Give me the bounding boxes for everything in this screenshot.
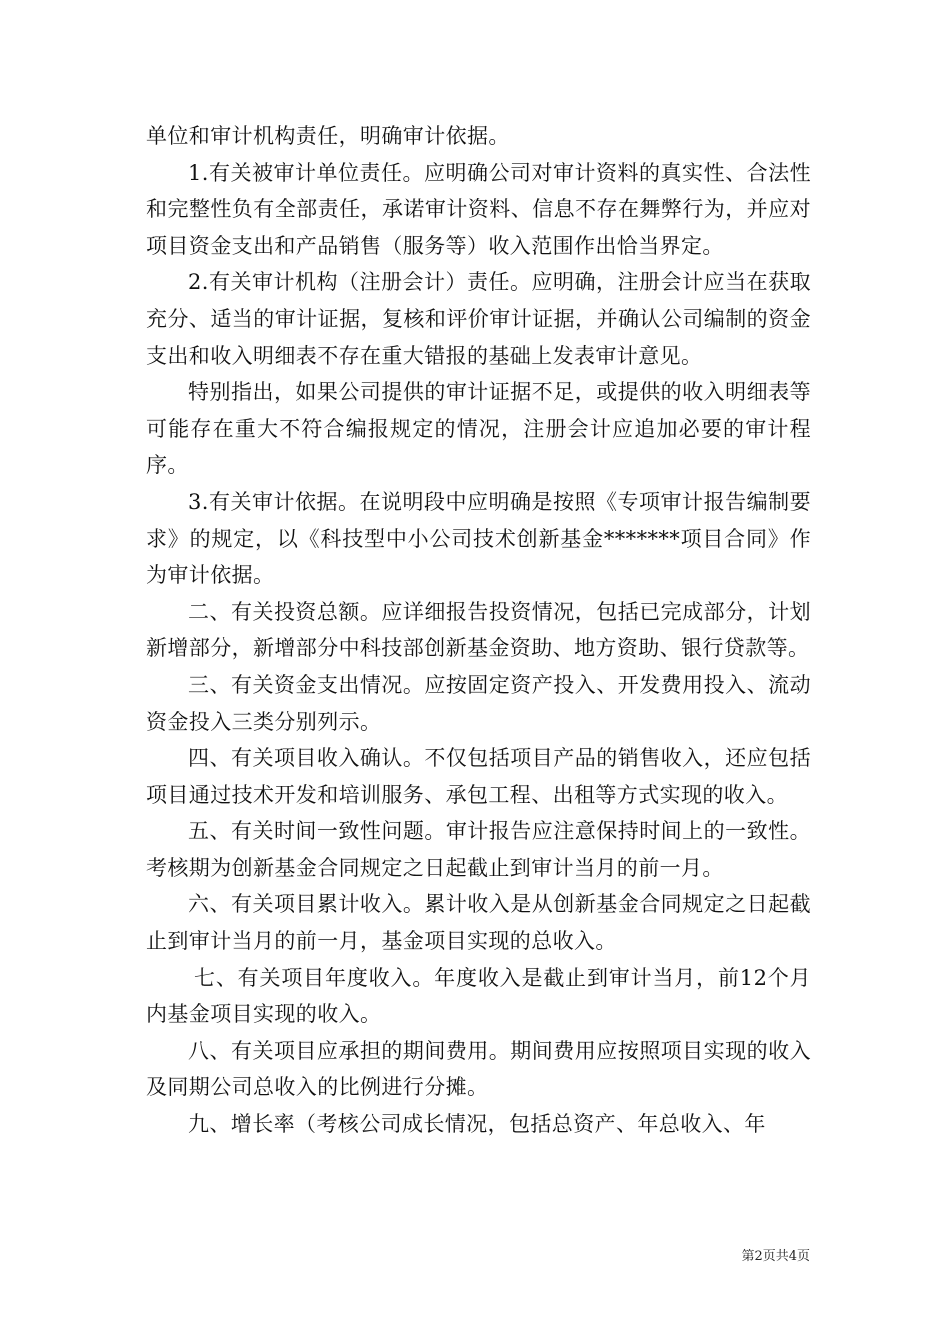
paragraph-9: 五、有关时间一致性问题。审计报告应注意保持时间上的一致性。考核期为创新基金合同规定之日起截止到审计当月的前一月。 — [146, 819, 811, 880]
paragraph-10: 六、有关项目累计收入。累计收入是从创新基金合同规定之日起截止到审计当月的前一月，基金项目实现的总收入。 — [146, 892, 811, 954]
paragraph-2: 1.有关被审计单位责任。应明确公司对审计资料的真实性、合法性和完整性负有全部责任，承诺审计资料、信息不存在舞弊行为，并应对项目资金支出和产品销售（服务等）收入范围作出恰当界定。 — [146, 160, 811, 258]
paragraph-8: 四、有关项目收入确认。不仅包括项目产品的销售收入，还应包括项目通过技术开发和培训服务、承包工程、出租等方式实现的收入。 — [146, 746, 811, 807]
paragraph-1: 单位和审计机构责任，明确审计依据。 — [146, 124, 510, 148]
paragraph-13: 九、增长率（考核公司成长情况，包括总资产、年总收入、年 — [188, 1112, 766, 1137]
paragraph-11: 七、有关项目年度收入。年度收入是截止到审计当月，前12个月内基金项目实现的收入。 — [146, 965, 811, 1027]
paragraph-5: 3.有关审计依据。在说明段中应明确是按照《专项审计报告编制要求》的规定，以《科技型中小公司技术创新基金*******项目合同》作为审计依据。 — [146, 489, 811, 588]
document-body — [146, 118, 811, 1143]
paragraph-7: 三、有关资金支出情况。应按固定资产投入、开发费用投入、流动资金投入三类分别列示。 — [146, 672, 811, 734]
paragraph-3: 2.有关审计机构（注册会计）责任。应明确，注册会计应当在获取充分、适当的审计证据，复核和评价审计证据，并确认公司编制的资金支出和收入明细表不存在重大错报的基础上发表审计意见。 — [146, 270, 811, 368]
paragraph-6: 二、有关投资总额。应详细报告投资情况，包括已完成部分，计划新增部分，新增部分中科技部创新基金资助、地方资助、银行贷款等。 — [146, 599, 811, 661]
page-number-footer: 第2页共4页 — [741, 1249, 810, 1264]
paragraph-4: 特别指出，如果公司提供的审计证据不足，或提供的收入明细表等可能存在重大不符合编报规定的情况，注册会计应追加必要的审计程序。 — [146, 380, 811, 478]
paragraph-12: 八、有关项目应承担的期间费用。期间费用应按照项目实现的收入及同期公司总收入的比例进行分摊。 — [146, 1038, 811, 1100]
